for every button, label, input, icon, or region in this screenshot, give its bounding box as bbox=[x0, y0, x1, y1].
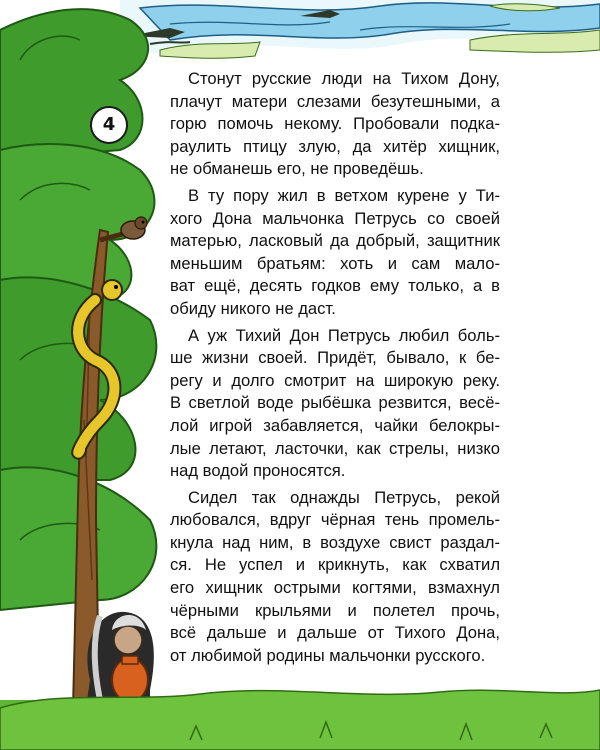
text-line: любовался, вдруг чёрная тень промель- bbox=[170, 510, 500, 530]
text-line: хого Дона мальчонка Петрусь со своей bbox=[170, 208, 500, 228]
text-line: от любимой родины мальчонки русского. bbox=[170, 645, 486, 665]
text-line: плачут матери слезами безутешными, а bbox=[170, 91, 500, 111]
text-line: Стонут русские люди на Тихом Дону, bbox=[188, 69, 500, 88]
story-text bbox=[170, 68, 500, 671]
paragraph-1 bbox=[170, 68, 500, 181]
text-line: над водой проносятся. bbox=[170, 461, 346, 481]
text-line: регу и долго смотрит на широкую реку. bbox=[170, 370, 500, 390]
text-line: чёрными крыльями и полетел прочь, bbox=[170, 600, 500, 620]
text-line: обиду никого не даст. bbox=[170, 298, 336, 318]
grass-illustration bbox=[0, 680, 600, 750]
text-line: его хищник острыми когтями, взмахнул bbox=[170, 578, 500, 598]
paragraph-2 bbox=[170, 185, 500, 321]
text-line: лой игрой забавляется, чайки белокры- bbox=[170, 415, 500, 435]
text-line: горю помочь некому. Пробовали подка- bbox=[170, 114, 500, 134]
text-line: матерью, ласковый да добрый, защитник bbox=[170, 231, 500, 251]
tree-illustration bbox=[0, 0, 170, 750]
text-line: ше жизни своей. Придёт, бывало, к бе- bbox=[170, 348, 500, 368]
paragraph-4 bbox=[170, 487, 500, 668]
text-line: Сидел так однажды Петрусь, рекой bbox=[188, 487, 500, 507]
text-line: ват ещё, десять годков ему только, а в bbox=[170, 276, 500, 296]
paragraph-3 bbox=[170, 325, 500, 483]
text-line: В ту пору жил в ветхом курене у Ти- bbox=[188, 185, 500, 205]
page-number: 4 bbox=[90, 106, 128, 144]
text-line: меньшим братьям: хоть и сам мало- bbox=[170, 253, 500, 273]
text-line: раулить птицу злую, да хитёр хищник, bbox=[170, 136, 500, 156]
text-line: А уж Тихий Дон Петрусь любил боль- bbox=[188, 325, 500, 345]
text-line: В светлой воде рыбёшка резвится, весё- bbox=[170, 393, 500, 413]
text-line: лые летают, ласточки, как стрелы, низко bbox=[170, 438, 500, 458]
text-line: кнула над ним, в воздухе свист раздал- bbox=[170, 532, 500, 552]
text-line: всё дальше и дальше от Тихого Дона, bbox=[170, 623, 500, 643]
text-line: не обманешь его, не проведёшь. bbox=[170, 159, 424, 179]
text-line: ся. Не успел и крикнуть, как схватил bbox=[170, 555, 500, 575]
